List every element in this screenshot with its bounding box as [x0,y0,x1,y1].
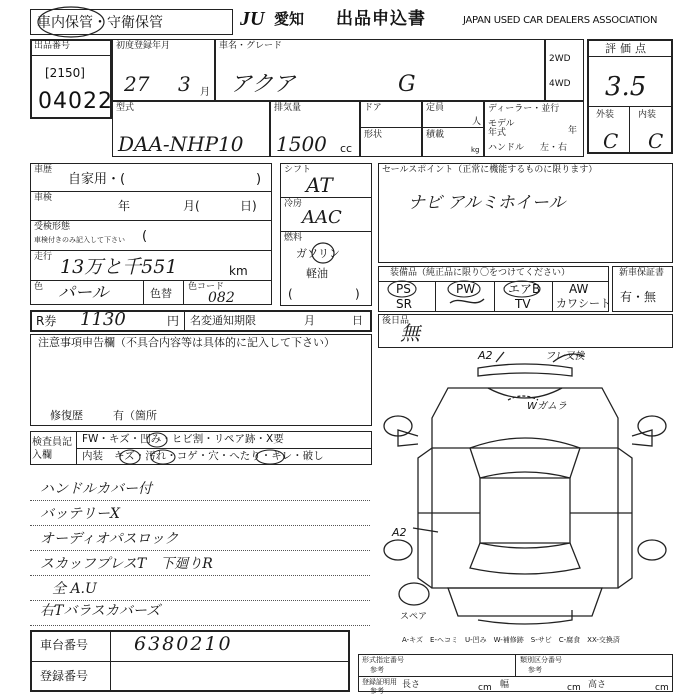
lot-number: 04022 [38,89,113,114]
diagram-label-a2-side: A2 [392,526,407,539]
mileage-unit: km [229,264,248,278]
diagram-label-a2-front: A2 [478,349,493,362]
receipt-label: 受検形態 [34,222,71,232]
history-close: ) [256,172,262,187]
class-label: 類別区分番号 [520,656,562,664]
chassis-value: 6380210 [134,633,233,655]
history-label: 車歴 [34,165,53,175]
color-value: パール [58,283,109,303]
note-line-3: オーディオパスロック [40,531,179,547]
model-year-label: モデル年式 [488,119,515,138]
grade-value: G [398,72,416,97]
notes-label: 注意事項申告欄（不具合内容等は具体的に記入して下さい） [38,336,335,349]
regcert-sub: 参考 [370,687,384,695]
equip-circles-mark [380,265,610,313]
post-value: 無 [400,321,420,345]
regno-label: 登録番号 [40,669,89,683]
ac-value: AAC [302,207,342,228]
color-code-value: 082 [208,290,235,306]
fuel-paren: ( [288,287,293,301]
drive-4wd: 4WD [549,79,571,89]
load-unit: kg [471,146,480,154]
class-sub: 参考 [528,666,542,674]
inspector-label: 検査員記入欄 [32,437,72,461]
width-label: 幅 [500,680,510,690]
color-label: 色 [34,282,44,292]
ac-label: 冷房 [284,199,303,209]
ext-label: 外装 [596,110,615,120]
color-code-label: 色コード [188,282,225,292]
history-value: 自家用・( [68,172,126,187]
repair-value: 有（箇所 [113,409,157,422]
storage-circle-mark [36,4,106,40]
notice-day: 日 [352,314,363,327]
recycle-label: R券 [36,314,57,328]
fuel-label: 燃料 [284,233,303,243]
notice-label: 名変通知期限 [190,314,256,327]
door-label: ドア [364,103,382,113]
equip-aw: AW [569,282,589,296]
car-name-value: アクア [230,72,296,97]
load-label: 積載 [426,130,445,140]
dealer-label: ディーラー・並行 [488,104,560,114]
storage-label: 車内保管・守衛保管 [37,15,163,31]
model-value: DAA-NHP10 [118,132,244,156]
note-line-6: 右Tバラスカバーズ [40,603,161,619]
reg-label: 初度登録年月 [116,41,171,51]
chassis-label: 車台番号 [40,638,89,652]
car-name-label: 車名・グレード [219,41,283,51]
assoc-name: JAPAN USED CAR DEALERS ASSOCIATION [463,15,658,26]
handle-label: ハンドル [488,143,525,153]
inspector-int-label: 内装 [82,450,103,462]
equip-tv: TV [515,297,531,311]
form-title: 出品申込書 [336,9,426,29]
receipt-paren: ( [142,229,148,244]
post-box [378,314,673,348]
recycle-value: 1130 [80,309,126,330]
equip-airbag: エアB [508,282,541,296]
color-swap-label: 色替 [150,287,172,300]
inspector-ext-items: FW・キズ・凹み・ヒビ割・リペア跡・X要 [82,433,284,445]
drive-2wd: 2WD [549,54,571,64]
regcert-label: 登録証明用 [362,678,397,686]
equip-pw: PW [456,282,476,296]
model-label: 型式 [116,103,135,113]
int-grade: C [648,129,664,153]
reg-month-unit: 月 [200,87,210,98]
inspection-month: 月( [183,199,200,213]
branch-name: 愛知 [274,10,305,28]
lot-sub: [2150] [45,66,85,80]
capacity-label: 定員 [426,103,445,113]
int-label: 内装 [638,110,657,120]
sales-label: セールスポイント（正常に機能するものに限ります） [382,165,598,175]
fuel-diesel: 軽油 [306,267,328,280]
ju-logo: JU [240,8,265,30]
mileage-label: 走行 [34,252,53,262]
inspector-circles-mark [100,430,300,466]
inspector-int-items: キズ・汚れ・コゲ・穴・へたり・キレ・破し [114,450,324,462]
diagram-label-spare: スペア [400,612,428,622]
inspection-label: 車検 [34,193,53,203]
reg-month: 3 [178,72,191,96]
post-label: 後日品 [382,316,410,326]
diagram-legend: A-キズ E-ヘコミ U-凹み W-補修跡 S-サビ C-腐食 XX-交換済 [402,636,620,644]
type-spec-sub: 参考 [370,666,384,674]
width-cm: cm [567,683,581,693]
note-line-2: バッテリーX [40,506,120,522]
equip-ps: PS [396,282,411,296]
equipment-label: 装備品（純正品に限り〇をつけてください） [390,268,571,278]
lot-label: 出品番号 [34,41,71,51]
note-line-5: 全 A.U [52,581,97,597]
shift-value: AT [306,173,333,197]
mileage-value: 13万と千551 [60,256,178,278]
fuel-gas-circle [310,241,336,265]
length-cm: cm [478,683,492,693]
drive-box [545,39,584,101]
inspection-year: 年 [118,199,131,213]
length-label: 長さ [402,680,421,690]
equip-sr: SR [396,297,412,311]
handle-options: 左・右 [540,143,568,153]
repair-label: 修復歴 [50,409,83,422]
receipt-note: 車検付きのみ記入して下さい [34,236,125,244]
shape-label: 形状 [364,130,383,140]
recycle-unit: 円 [167,314,180,328]
warranty-label: 新車保証書 [619,268,665,278]
fuel-paren-close: ) [355,287,360,301]
cc-value: 1500 [276,132,327,156]
equip-seat: カワシート [556,297,611,310]
fuel-gas: ガソリン [296,247,340,260]
year-unit: 年 [568,126,578,136]
note-line-4: スカッフプレスT 下廻りR [40,556,213,572]
reg-year: 27 [124,72,150,96]
ext-grade: C [603,129,619,153]
sales-box [378,163,673,263]
score-value: 3.5 [605,72,647,102]
height-cm: cm [655,683,669,693]
sales-value: ナビ アルミホイール [408,193,566,213]
type-spec-label: 形式指定番号 [362,656,404,664]
cc-unit: cc [340,142,353,155]
inspection-day: 日) [240,199,257,213]
note-line-1: ハンドルカバー付 [40,481,152,497]
cc-label: 排気量 [274,103,302,113]
height-label: 高さ [588,680,607,690]
diagram-label-frame: フレ又換 [545,351,585,362]
car-damage-diagram [378,348,673,648]
score-label: 評価点 [605,42,650,55]
diagram-label-hood: Wガムラ [527,401,567,412]
warranty-options: 有・無 [620,290,657,304]
shift-label: シフト [284,165,312,175]
notice-month: 月 [304,314,315,327]
capacity-unit: 人 [472,117,482,127]
